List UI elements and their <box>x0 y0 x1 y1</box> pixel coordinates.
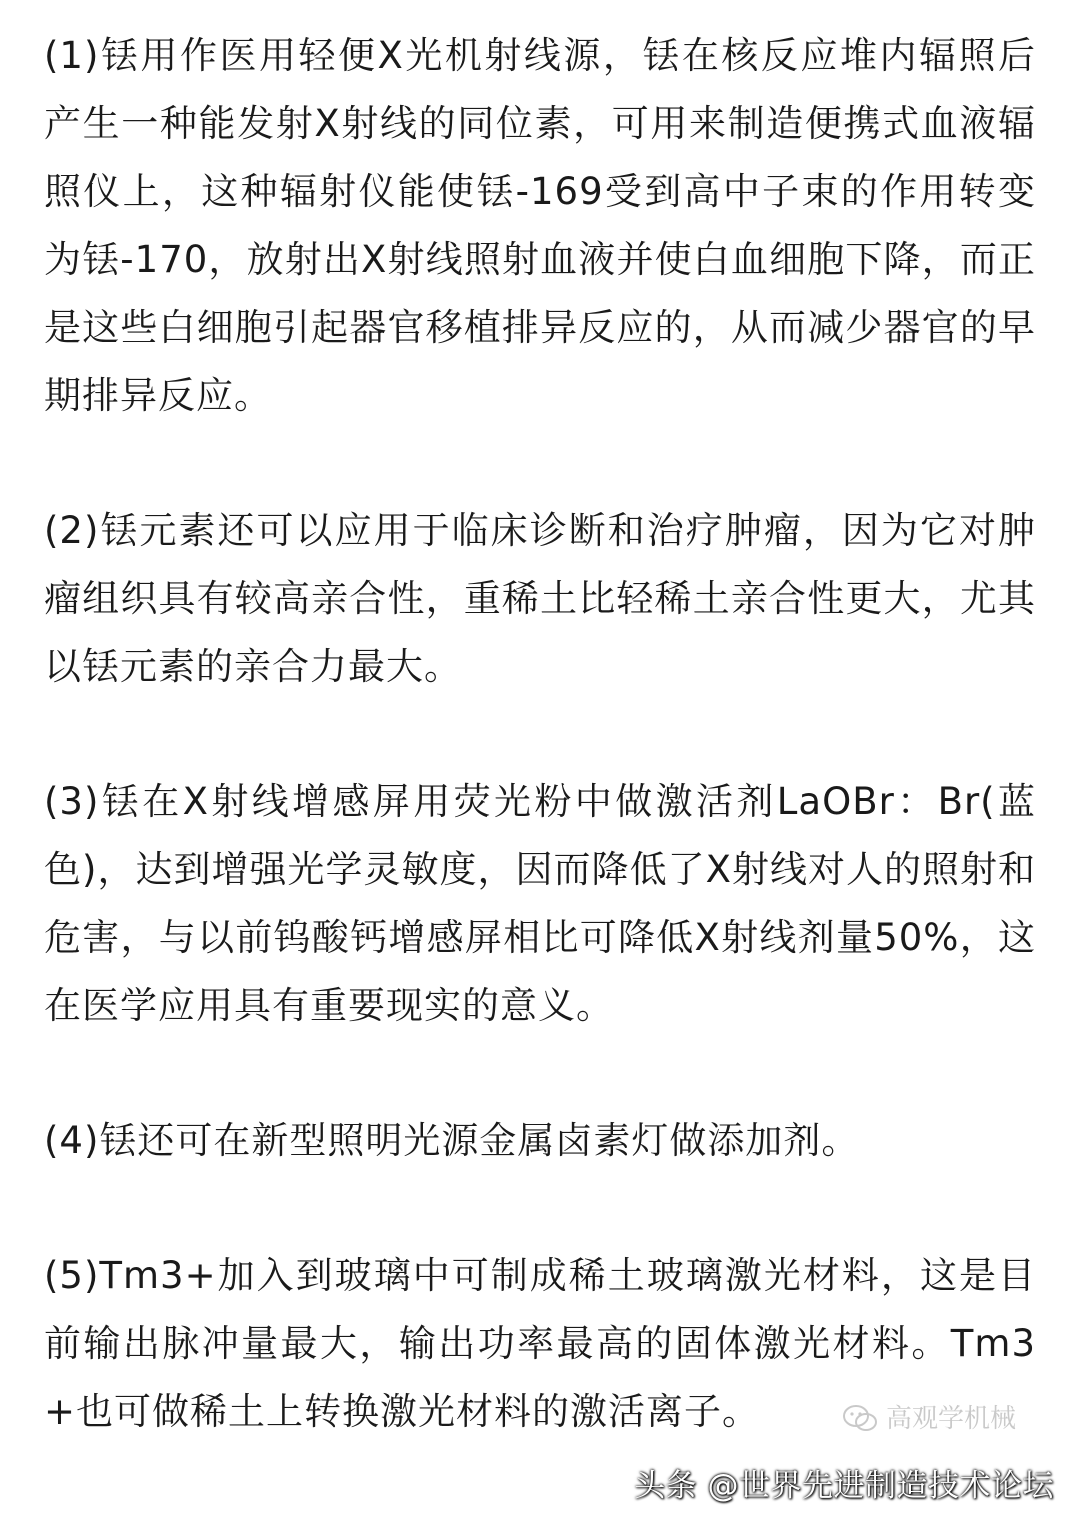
article-body <box>44 22 1036 1446</box>
paragraph-4: (4)铥还可在新型照明光源金属卤素灯做添加剂。 <box>44 1119 860 1162</box>
paragraph-2: (2)铥元素还可以应用于临床诊断和治疗肿瘤，因为它对肿瘤组织具有较高亲合性，重稀土比轻稀土亲合性更大，尤其以铥元素的亲合力最大。 <box>44 509 1036 688</box>
paragraph-5: (5)Tm3+加入到玻璃中可制成稀土玻璃激光材料，这是目前输出脉冲量最大，输出功率最高的固体激光材料。Tm3+也可做稀土上转换激光材料的激活离子。 <box>44 1254 1036 1433</box>
wechat-watermark <box>842 1404 1016 1434</box>
wechat-watermark-label: 高观学机械 <box>886 1404 1017 1434</box>
wechat-icon <box>842 1404 878 1434</box>
paragraph-1: (1)铥用作医用轻便X光机射线源，铥在核反应堆内辐照后产生一种能发射X射线的同位素，可用来制造便携式血液辐照仪上，这种辐射仪能使铥-169受到高中子束的作用转变为铥-170，放射出X射线照射血液并使白血细胞下降，而正是这些白细胞引起器官移植排异反应的，从而减少器官的早期排异反应。 <box>44 34 1036 417</box>
source-watermark: 头条 @世界先进制造技术论坛 <box>634 1468 1054 1504</box>
paragraph-3: (3)铥在X射线增感屏用荧光粉中做激活剂LaOBr：Br(蓝色)，达到增强光学灵敏度，因而降低了X射线对人的照射和危害，与以前钨酸钙增感屏相比可降低X射线剂量50%，这在医学应用具有重要现实的意义。 <box>44 780 1036 1027</box>
